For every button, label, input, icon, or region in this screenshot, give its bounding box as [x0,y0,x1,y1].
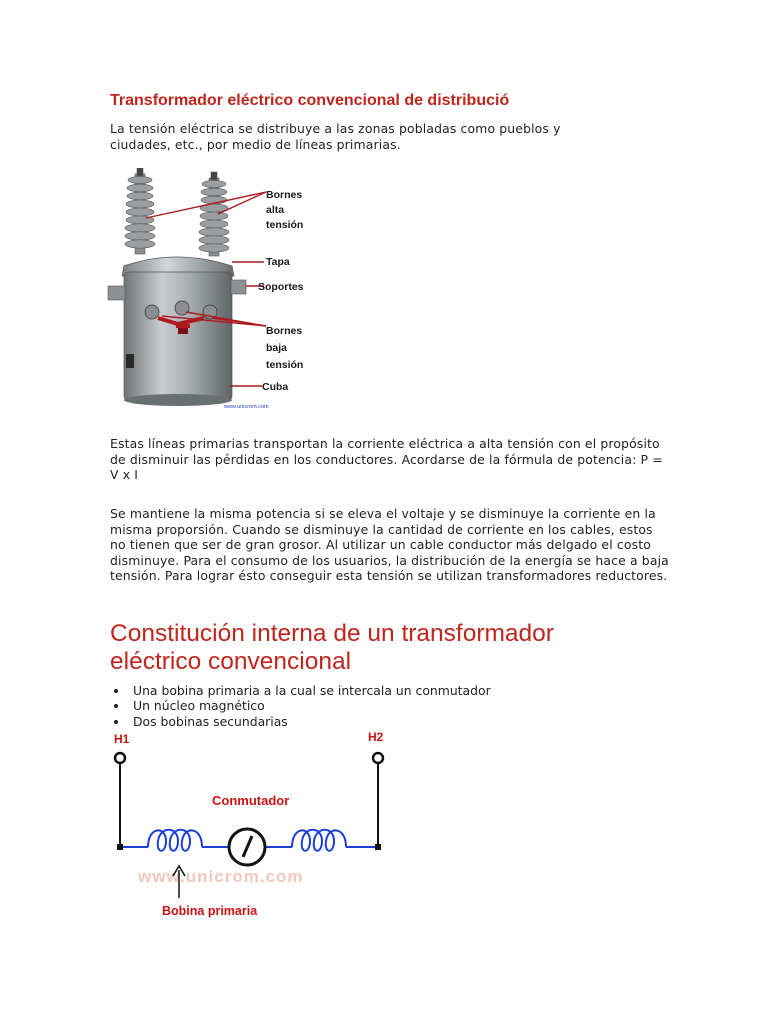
label-soportes: Soportes [258,281,304,293]
list-item: Dos bobinas secundarias [110,714,491,729]
intro-paragraph: La tensión eléctrica se distribuye a las zonas pobladas como pueblos y ciudades, etc., por medio de líneas primarias. [110,121,561,152]
label-bornes-baja-1: Bornes [266,325,303,337]
right-bushing [199,172,229,256]
list-item: Una bobina primaria a la cual se intercala un conmutador [110,683,491,698]
figure2-watermark: www.unicrom.com [138,867,304,886]
terminal-h2-label: H2 [368,730,384,744]
left-support-bracket [108,286,125,300]
label-bornes-alta-3: tensión [266,219,304,231]
terminal-h2-node [373,753,383,763]
terminal-h1-node [115,753,125,763]
section-title-transformador: Transformador eléctrico convencional de distribució [110,92,510,109]
transformer-photo-diagram [106,168,322,416]
label-bornes-baja-2: baja [266,342,288,354]
primary-coil-circuit-diagram [106,726,396,922]
terminal-h1-label: H1 [114,732,130,746]
figure1-watermark: www.unicrom.com [224,404,269,410]
components-list [110,683,491,729]
label-bornes-alta-1: Bornes [266,189,303,201]
left-bushing [125,168,155,254]
list-item: Un núcleo magnético [110,698,491,713]
transformer-tank [124,272,232,400]
right-support-bracket [231,280,246,294]
label-cuba: Cuba [262,381,289,393]
label-bornes-alta-2: alta [266,204,285,216]
paragraph-potencia: Se mantiene la misma potencia si se eleva el voltaje y se disminuye la corriente en la misma proporsión. Cuando se disminuye la cantidad de corriente en los cables, estos no tienen que ser de gran grosor. Al utilizar un cable conductor más delgado el costo disminuye. Para el consumo de los usuarios, la distribución de la energía se hace a baja tensión. Para lograr ésto conseguir esta tensión se utilizan transformadores reductores. [110,506,669,584]
section-title-constitucion: Constitución interna de un transformador eléctrico convencional [110,620,554,675]
label-bornes-baja-3: tensión [266,359,304,371]
label-tapa: Tapa [266,256,290,268]
paragraph-lineas-primarias: Estas líneas primarias transportan la corriente eléctrica a alta tensión con el propósito de disminuir las pérdidas en los conductores. Acordarse de la fórmula de potencia: P = V x I [110,436,663,483]
bobina-primaria-label: Bobina primaria [162,904,258,918]
conmutador-label: Conmutador [212,793,290,808]
